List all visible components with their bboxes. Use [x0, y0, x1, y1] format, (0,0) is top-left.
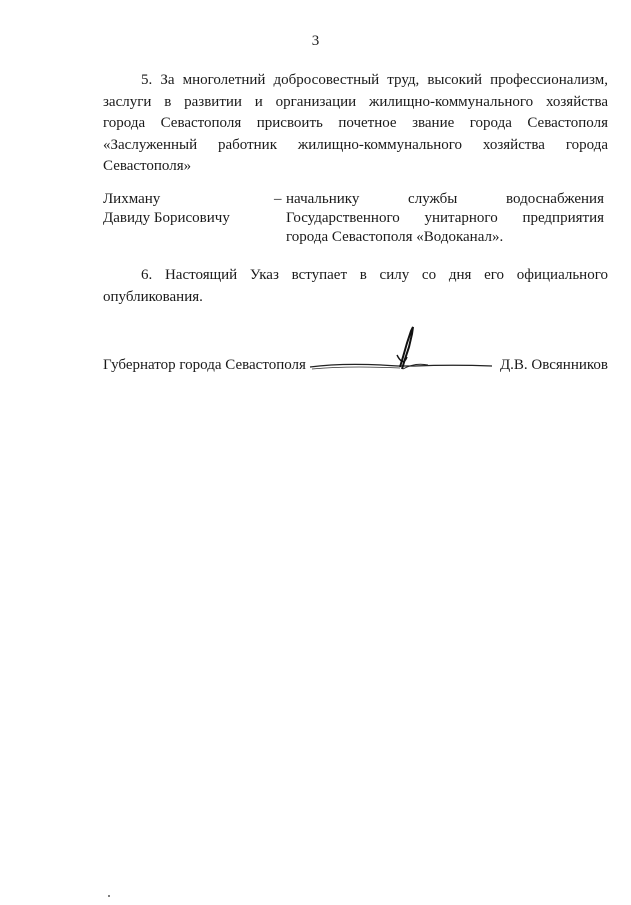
paragraph-5-line: «Заслуженный работник жилищно-коммунального хозяйства города: [103, 136, 608, 153]
awardee-name: [103, 190, 273, 228]
awardee-position: [286, 190, 604, 247]
paragraph-6-line: 6. Настоящий Указ вступает в силу со дня его официального: [141, 267, 608, 283]
award-dash: –: [274, 191, 282, 207]
scan-speck: [108, 895, 110, 897]
paragraph-6-line: опубликования.: [103, 288, 203, 305]
signatory-title: Губернатор города Севастополя: [103, 357, 306, 373]
paragraph-5-line: заслуги в развитии и организации жилищно-коммунального хозяйства: [103, 93, 608, 110]
paragraph-6: [103, 265, 608, 308]
signatory-name: Д.В. Овсянников: [499, 357, 608, 373]
paragraph-5-line: города Севастополя присвоить почетное звание города Севастополя: [103, 115, 608, 131]
page-number: 3: [311, 33, 320, 49]
paragraph-5: [103, 70, 608, 178]
awardee-position-line: города Севастополя «Водоканал».: [286, 229, 504, 245]
handwritten-signature: [300, 325, 500, 385]
awardee-surname: Лихману: [103, 191, 161, 207]
awardee-given-names: Давиду Борисовичу: [103, 210, 230, 226]
paragraph-5-line: 5. За многолетний добросовестный труд, высокий профессионализм,: [141, 72, 608, 88]
awardee-position-line: начальнику службы водоснабжения: [286, 191, 604, 207]
paragraph-5-line: Севастополя»: [103, 158, 192, 174]
awardee-position-line: Государственного унитарного предприятия: [286, 210, 604, 226]
